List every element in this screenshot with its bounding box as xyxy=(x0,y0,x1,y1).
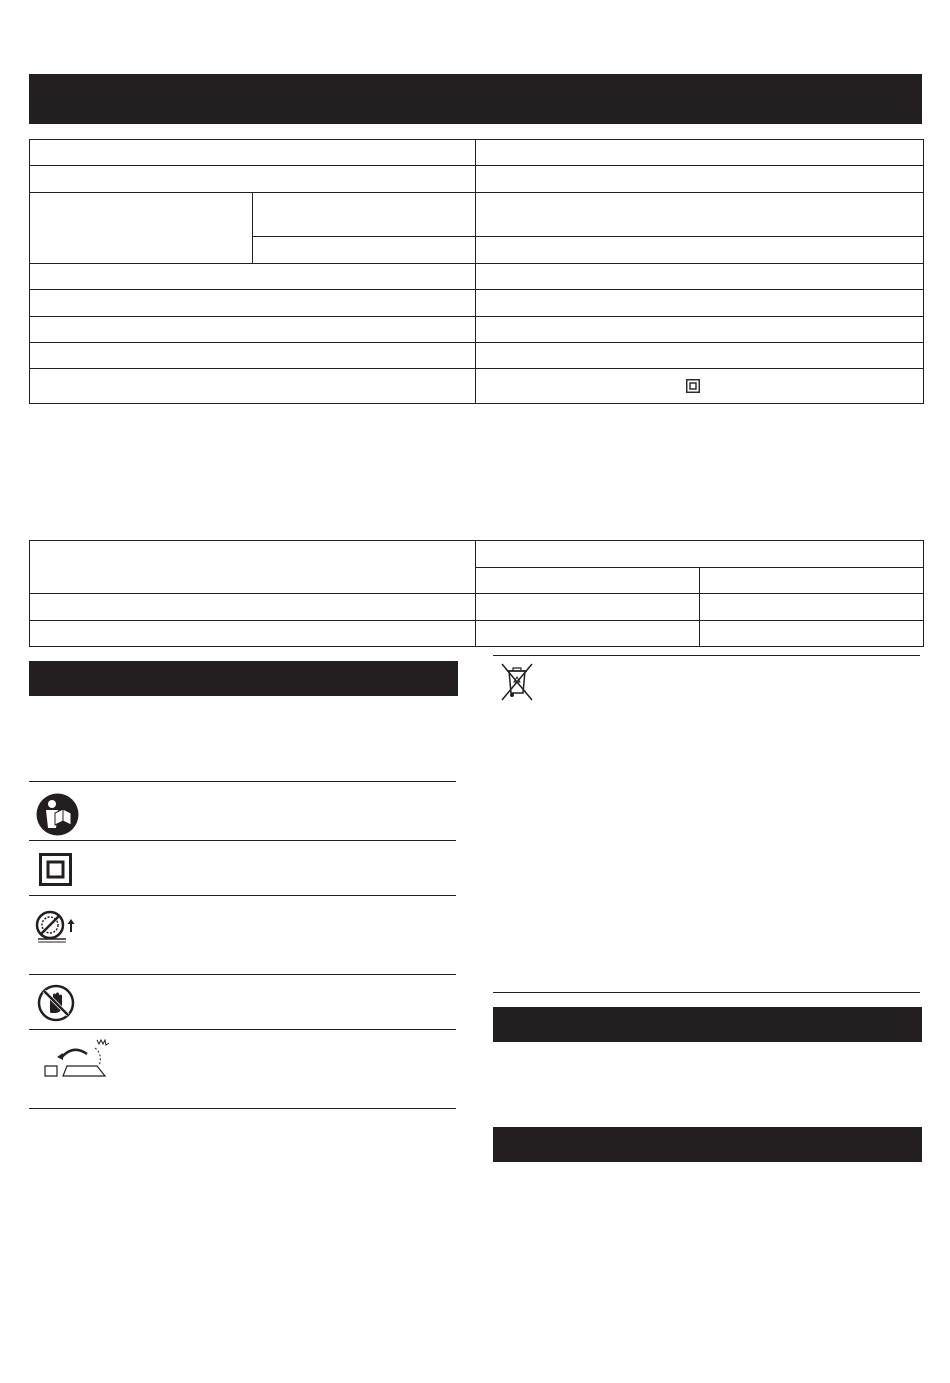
spec-label xyxy=(30,317,476,343)
table-row xyxy=(30,343,924,369)
noise-header-label xyxy=(30,541,476,594)
spec-label xyxy=(30,193,253,264)
no-blade-lift-icon xyxy=(33,908,78,946)
spec-value xyxy=(476,343,924,369)
keep-hands-away-icon xyxy=(37,984,75,1022)
noise-group-label xyxy=(476,541,924,568)
symbol-row-icon-cell xyxy=(35,792,80,837)
spec-label xyxy=(30,369,476,404)
table-row xyxy=(30,193,924,237)
noise-sub-col xyxy=(700,568,924,594)
crossed-out-bin-icon xyxy=(499,662,535,702)
divider xyxy=(493,992,920,993)
noise-cell xyxy=(476,621,700,647)
symbol-row-icon-cell xyxy=(40,1036,112,1080)
spec-label xyxy=(30,140,476,166)
spec-value xyxy=(476,290,924,317)
spec-value xyxy=(476,317,924,343)
table-row xyxy=(30,264,924,290)
symbol-row-icon-cell xyxy=(38,852,73,887)
double-insulation-icon xyxy=(39,853,72,886)
noise-table xyxy=(29,540,924,647)
symbol-row-icon-cell xyxy=(33,907,78,947)
divider xyxy=(29,1029,456,1030)
read-manual-icon xyxy=(36,793,79,836)
spec-label xyxy=(30,343,476,369)
table-row xyxy=(30,166,924,193)
header-bar xyxy=(29,74,922,124)
table-row xyxy=(30,621,924,647)
weee-icon-cell xyxy=(498,662,536,702)
noise-cell xyxy=(700,594,924,621)
table-row xyxy=(30,594,924,621)
noise-sub-col xyxy=(476,568,700,594)
spec-value xyxy=(476,264,924,290)
table-row xyxy=(30,140,924,166)
power-supply-bar xyxy=(493,1127,922,1162)
spec-value xyxy=(476,237,924,264)
table-row xyxy=(30,317,924,343)
divider xyxy=(29,840,456,841)
spec-value xyxy=(476,140,924,166)
noise-row-label xyxy=(30,594,476,621)
spec-value xyxy=(476,193,924,237)
noise-cell xyxy=(476,594,700,621)
divider xyxy=(29,895,456,896)
divider xyxy=(493,655,920,656)
symbols-section-bar xyxy=(29,661,458,696)
noise-row-label xyxy=(30,621,476,647)
spec-sub-label xyxy=(253,193,476,237)
spec-table xyxy=(29,139,924,404)
kickback-warning-icon xyxy=(41,1036,111,1080)
table-row xyxy=(30,369,924,404)
spec-sub-label xyxy=(253,237,476,264)
spec-label xyxy=(30,290,476,317)
spec-label xyxy=(30,264,476,290)
noise-cell xyxy=(700,621,924,647)
table-row xyxy=(30,290,924,317)
divider xyxy=(29,974,456,975)
spec-value xyxy=(476,369,924,404)
intended-use-bar xyxy=(493,1007,922,1042)
table-row xyxy=(30,541,924,568)
spec-label xyxy=(30,166,476,193)
divider xyxy=(29,1108,456,1109)
spec-value xyxy=(476,166,924,193)
divider xyxy=(29,781,456,782)
symbol-row-icon-cell xyxy=(36,983,76,1023)
double-insulation-icon xyxy=(686,379,700,393)
